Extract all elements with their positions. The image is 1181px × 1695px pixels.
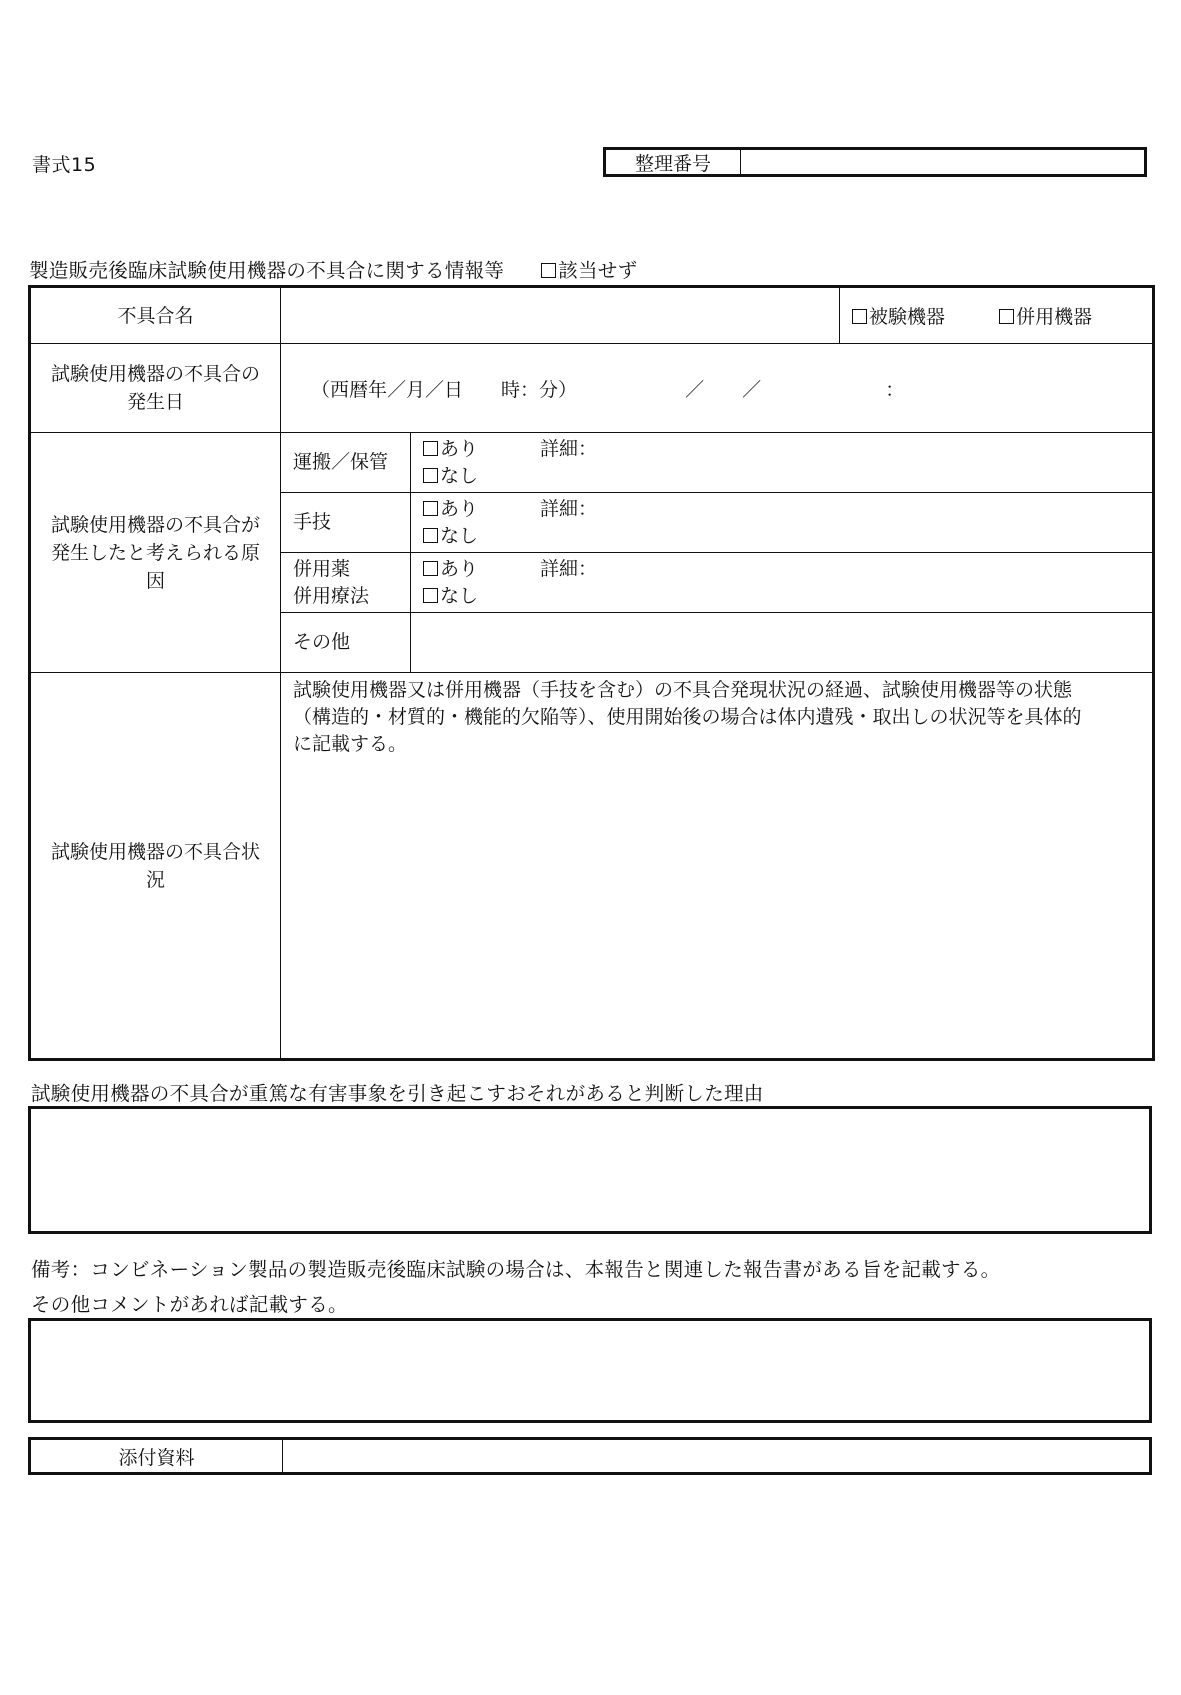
seriousness-reason-label: 試験使用機器の不具合が重篤な有害事象を引き起こすおそれがあると判断した理由 [31, 1082, 764, 1105]
defect-status-field[interactable] [281, 673, 1154, 1060]
test-device-checkbox[interactable] [852, 309, 867, 324]
cause-technique-label: 手技 [281, 493, 411, 553]
defect-status-row [30, 673, 1154, 1060]
form-title-row [29, 255, 637, 283]
not-applicable-label: 該当せず [558, 259, 638, 282]
concomitant-detail-label: 詳細： [540, 557, 598, 580]
cause-label: 試験使用機器の不具合が 発生したと考えられる原 因 [30, 433, 281, 673]
defect-name-field[interactable] [281, 287, 840, 344]
defect-status-label: 試験使用機器の不具合状 況 [30, 673, 281, 1060]
cause-technique-options: あり 詳細： なし [411, 493, 1154, 553]
cause-other-field[interactable] [411, 613, 1154, 673]
not-applicable-checkbox[interactable] [541, 263, 556, 278]
transport-yes-checkbox[interactable] [423, 441, 438, 456]
attachment-field[interactable] [283, 1440, 1149, 1472]
defect-name-label: 不具合名 [30, 287, 281, 344]
reference-number-label: 整理番号 [606, 150, 741, 174]
status-instruction-line3: に記載する。 [293, 733, 408, 755]
defect-name-row [30, 287, 1154, 344]
test-device-label: 被験機器 [869, 306, 946, 328]
cause-other-label: その他 [281, 613, 411, 673]
occurrence-date-row [30, 344, 1154, 433]
cause-concomitant-label: 併用薬 併用療法 [281, 553, 411, 613]
status-instruction-line1: 試験使用機器又は併用機器（手技を含む）の不具合発現状況の経過、試験使用機器等の状態 [293, 679, 1073, 701]
concomitant-yes-checkbox[interactable] [423, 561, 438, 576]
status-instruction-line2: （構造的・材質的・機能的欠陥等）、使用開始後の場合は体内遺残・取出しの状況等を具体的 [293, 706, 1082, 728]
cause-transport-label: 運搬／保管 [281, 433, 411, 493]
remarks-line1: 備考：コンビネーション製品の製造販売後臨床試験の場合は、本報告と関連した報告書がある旨を記載する。 [31, 1258, 1001, 1281]
reference-number-field[interactable] [741, 150, 1144, 174]
concomitant-device-label: 併用機器 [1016, 306, 1093, 328]
concomitant-no-checkbox[interactable] [423, 588, 438, 603]
technique-yes-checkbox[interactable] [423, 501, 438, 516]
form-title: 製造販売後臨床試験使用機器の不具合に関する情報等 [29, 259, 505, 282]
occurrence-date-field[interactable] [281, 344, 1154, 433]
time-separator: ： [885, 378, 905, 401]
technique-detail-label: 詳細： [540, 497, 598, 520]
reference-number-box [603, 147, 1147, 177]
defect-info-table [28, 285, 1155, 1061]
cause-transport-row [30, 433, 1154, 493]
remarks-line2: その他コメントがあれば記載する。 [31, 1293, 348, 1316]
form-number: 書式15 [32, 154, 97, 176]
seriousness-reason-field[interactable] [28, 1106, 1152, 1234]
concomitant-device-checkbox[interactable] [999, 309, 1014, 324]
date-format-hint: （西暦年／月／日 時：分） [311, 378, 578, 401]
device-type-options [840, 287, 1154, 344]
transport-no-checkbox[interactable] [423, 468, 438, 483]
occurrence-date-label: 試験使用機器の不具合の 発生日 [30, 344, 281, 433]
attachment-row [28, 1437, 1152, 1475]
cause-concomitant-options: あり 詳細： なし [411, 553, 1154, 613]
attachment-label: 添付資料 [31, 1440, 283, 1472]
cause-transport-options: あり 詳細： なし [411, 433, 1154, 493]
transport-detail-label: 詳細： [540, 437, 598, 460]
comment-field[interactable] [28, 1318, 1152, 1423]
technique-no-checkbox[interactable] [423, 528, 438, 543]
date-separators: ／ ／ [685, 378, 762, 401]
